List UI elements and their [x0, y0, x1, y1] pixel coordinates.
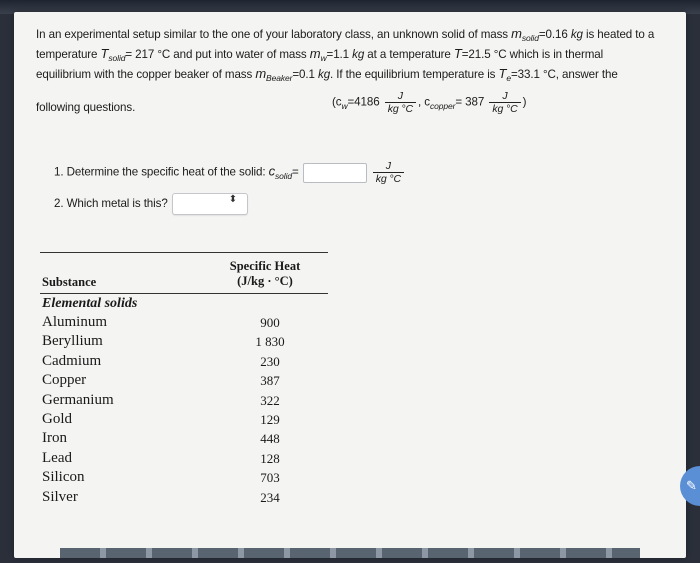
substance-name: Iron [42, 430, 67, 447]
table-row [40, 391, 328, 410]
text: =33.1 °C, answer the [510, 68, 618, 81]
fraction-numerator: J [489, 90, 520, 103]
specific-heat-value: 448 [260, 431, 280, 447]
fraction-denominator: kg °C [387, 103, 413, 115]
specific-heat-value: 387 [260, 373, 280, 389]
question-1-text: 1. Determine the specific heat of the solid: [54, 165, 269, 179]
header-line: (J/kg · °C) [237, 274, 293, 288]
table-row [40, 429, 328, 448]
substance-name: Lead [42, 449, 72, 466]
substance-name: Copper [42, 372, 87, 389]
problem-line-4 [36, 101, 135, 114]
table-row [40, 449, 328, 468]
text: temperature [36, 48, 101, 61]
subscript: copper [429, 100, 456, 111]
unit-fraction [489, 90, 520, 115]
unit-kg: kg [352, 48, 365, 61]
problem-line-2 [36, 46, 603, 61]
fraction-denominator: kg °C [375, 173, 401, 185]
temp-symbol: T [498, 66, 507, 81]
mass-symbol: m [255, 66, 267, 81]
substance-name: Beryllium [42, 333, 103, 350]
subscript: solid [108, 53, 126, 63]
substance-name: Gold [42, 410, 72, 427]
fraction-denominator: kg °C [492, 103, 518, 115]
unit-fraction [385, 90, 416, 115]
answer-input[interactable] [303, 163, 367, 183]
text: = [292, 165, 299, 179]
constants-line [332, 90, 526, 115]
table-top-rule [40, 252, 328, 253]
text: equilibrium with the copper beaker of mass [36, 68, 256, 81]
mass-symbol: m [309, 46, 321, 61]
text: is heated to a [582, 28, 655, 41]
substance-name: Aluminum [42, 314, 108, 330]
specific-heat-value: 900 [260, 315, 280, 330]
table-row [40, 468, 328, 487]
question-1 [54, 160, 406, 185]
text: =21.5 °C which is in thermal [461, 48, 604, 61]
text: following questions. [36, 101, 136, 114]
table-row [40, 313, 328, 332]
subscript: w [320, 53, 327, 63]
specific-heat-value: 703 [260, 470, 280, 486]
specific-heat-value: 230 [260, 353, 280, 369]
problem-line-3 [36, 66, 618, 81]
specific-heat-value: 234 [260, 489, 280, 505]
section-label: Elemental solids [42, 296, 138, 311]
problem-line-1 [36, 26, 654, 41]
table-row [40, 352, 328, 371]
text: = 387 [455, 95, 485, 109]
substance-name: Silicon [42, 469, 85, 486]
subscript: e [506, 73, 511, 83]
header-line: Specific Heat [229, 259, 301, 273]
fraction-numerator: J [385, 90, 416, 103]
specific-heat-symbol: c [268, 163, 276, 179]
unit-fraction [373, 160, 404, 185]
subscript: w [341, 100, 348, 111]
chevron-updown-icon: ⬍ [228, 194, 237, 205]
fraction-numerator: J [373, 160, 404, 173]
table-row [40, 488, 328, 507]
taskbar-strip [60, 548, 640, 558]
pencil-icon: ✎ [686, 478, 697, 493]
text: , c [418, 95, 430, 109]
substance-name: Germanium [42, 391, 114, 408]
specific-heat-table [40, 252, 328, 507]
subscript: solid [275, 170, 293, 181]
question-2-text: 2. Which metal is this? [54, 197, 168, 211]
problem-panel [14, 12, 686, 558]
text: (c [332, 95, 342, 109]
subscript: solid [521, 33, 539, 43]
text: =0.16 [538, 28, 571, 41]
text: . If the equilibrium temperature is [330, 68, 499, 81]
text: =1.1 [326, 48, 353, 61]
substance-name: Cadmium [42, 352, 102, 369]
question-2 [54, 193, 248, 215]
text: at a temperature [364, 48, 454, 61]
table-row [40, 332, 328, 351]
metal-select[interactable] [172, 193, 248, 215]
text: =0.1 [292, 68, 318, 81]
table-row [40, 410, 328, 429]
temp-symbol: T [453, 46, 462, 61]
text: ) [522, 95, 527, 109]
unit-kg: kg [318, 68, 331, 81]
specific-heat-value: 1 830 [255, 334, 285, 350]
text: =4186 [347, 95, 380, 109]
temp-symbol: T [100, 46, 109, 61]
text: = 217 °C and put into water of mass [125, 48, 310, 61]
unit-kg: kg [570, 28, 583, 41]
text: In an experimental setup similar to the one of your laboratory class, an unknown solid of mass [36, 28, 512, 41]
table-body [40, 313, 328, 507]
substance-name: Silver [42, 488, 78, 505]
table-row [40, 371, 328, 390]
specific-heat-value: 128 [260, 450, 280, 466]
table-header [40, 255, 328, 294]
header-substance: Substance [42, 275, 97, 289]
mass-symbol: m [511, 26, 522, 41]
specific-heat-value: 129 [260, 411, 280, 427]
specific-heat-value: 322 [260, 392, 280, 408]
subscript: Beaker [266, 73, 293, 83]
header-specific-heat [220, 259, 310, 289]
